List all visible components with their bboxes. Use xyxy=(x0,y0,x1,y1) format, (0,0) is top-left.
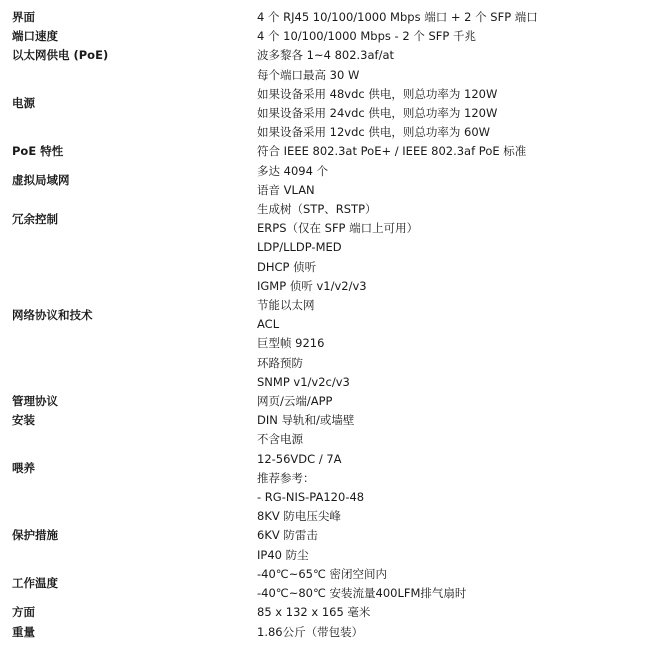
spec-value-line: SNMP v1/v2c/v3 xyxy=(257,374,350,389)
spec-row xyxy=(12,411,648,430)
spec-value-cell xyxy=(257,238,648,392)
spec-label: 喂养 xyxy=(12,461,35,476)
spec-value-cell xyxy=(257,411,648,430)
spec-value-line: -40℃~65℃ 密闭空间内 xyxy=(257,566,388,581)
spec-value-line: 节能以太网 xyxy=(257,298,315,313)
spec-value-line: IGMP 侦听 v1/v2/v3 xyxy=(257,278,367,293)
spec-label: 界面 xyxy=(12,10,35,24)
spec-value-line: 生成树（STP、RSTP） xyxy=(257,202,377,217)
spec-row xyxy=(12,392,648,411)
spec-row xyxy=(12,46,648,65)
spec-value-cell xyxy=(257,142,648,161)
spec-row xyxy=(12,66,648,143)
spec-value-cell xyxy=(257,565,648,603)
spec-row xyxy=(12,238,648,392)
spec-value-cell xyxy=(257,507,648,565)
spec-value-line: 85 x 132 x 165 毫米 xyxy=(257,605,371,620)
spec-value-line: 不含电源 xyxy=(257,432,303,447)
spec-value-line: 如果设备采用 48vdc 供电，则总功率为 120W xyxy=(257,86,498,101)
spec-label: 电源 xyxy=(12,96,35,111)
spec-row xyxy=(12,565,648,603)
spec-label: 网络协议和技术 xyxy=(12,307,93,322)
spec-value-line: 波多黎各 1~4 802.3af/at xyxy=(257,48,395,63)
spec-value-line: - RG-NIS-PA120-48 xyxy=(257,490,365,505)
spec-row xyxy=(12,507,648,565)
spec-value-line: 6KV 防雷击 xyxy=(257,528,318,543)
spec-value-cell xyxy=(257,430,648,507)
spec-value-cell xyxy=(257,603,648,622)
spec-value-line: ACL xyxy=(257,317,280,332)
spec-label: 以太网供电 (PoE) xyxy=(12,48,109,63)
spec-row xyxy=(12,430,648,507)
spec-value-line: 环路预防 xyxy=(257,355,303,370)
spec-label: 虚拟局域网 xyxy=(12,173,70,188)
spec-value-line: ERPS（仅在 SFP 端口上可用） xyxy=(257,221,419,236)
spec-value-line: 语音 VLAN xyxy=(257,182,315,197)
spec-value-cell xyxy=(257,27,648,46)
spec-value-cell xyxy=(257,8,648,27)
spec-label: 端口速度 xyxy=(12,29,58,44)
spec-table-body xyxy=(12,8,648,642)
spec-label: 方面 xyxy=(12,605,35,620)
spec-value-line: 多达 4094 个 xyxy=(257,163,329,178)
spec-value-line: IP40 防尘 xyxy=(257,547,309,562)
spec-value-line: 8KV 防电压尖峰 xyxy=(257,509,341,524)
spec-value-line: 1.86公斤（带包装） xyxy=(257,624,364,639)
spec-value-cell xyxy=(257,200,648,238)
spec-label: 冗余控制 xyxy=(12,211,58,226)
spec-value-line: 符合 IEEE 802.3at PoE+ / IEEE 802.3af PoE 标准 xyxy=(257,144,527,159)
spec-value-cell xyxy=(257,46,648,65)
spec-row xyxy=(12,8,648,27)
spec-value-cell xyxy=(257,392,648,411)
spec-value-line: 4 个 RJ45 10/100/1000 Mbps 端口 + 2 个 SFP 端口 xyxy=(257,10,538,24)
spec-row xyxy=(12,200,648,238)
spec-value-line: LDP/LLDP-MED xyxy=(257,240,342,255)
spec-value-line: DIN 导轨和/或墙壁 xyxy=(257,413,355,428)
spec-value-line: 如果设备采用 12vdc 供电，则总功率为 60W xyxy=(257,125,491,140)
spec-value-line: -40℃~80℃ 安装流量400LFM排气扇时 xyxy=(257,586,467,601)
spec-value-line: 网页/云端/APP xyxy=(257,394,333,409)
spec-value-cell xyxy=(257,623,648,642)
spec-label: 安装 xyxy=(12,413,35,428)
spec-value-line: 4 个 10/100/1000 Mbps - 2 个 SFP 千兆 xyxy=(257,29,476,44)
spec-value-line: 12-56VDC / 7A xyxy=(257,451,342,466)
spec-row xyxy=(12,142,648,161)
spec-label: 保护措施 xyxy=(12,528,58,543)
spec-value-cell xyxy=(257,162,648,200)
spec-row xyxy=(12,623,648,642)
spec-table xyxy=(12,8,648,642)
spec-value-line: 推荐参考： xyxy=(257,470,315,485)
spec-label: 管理协议 xyxy=(12,394,58,409)
spec-value-cell xyxy=(257,66,648,143)
spec-row xyxy=(12,162,648,200)
spec-value-line: 如果设备采用 24vdc 供电，则总功率为 120W xyxy=(257,106,498,121)
spec-value-line: 巨型帧 9216 xyxy=(257,336,325,351)
spec-value-line: DHCP 侦听 xyxy=(257,259,317,274)
spec-label: PoE 特性 xyxy=(12,144,64,159)
spec-row xyxy=(12,27,648,46)
spec-label: 工作温度 xyxy=(12,576,58,591)
spec-label: 重量 xyxy=(12,624,35,639)
spec-value-line: 每个端口最高 30 W xyxy=(257,67,360,82)
spec-row xyxy=(12,603,648,622)
